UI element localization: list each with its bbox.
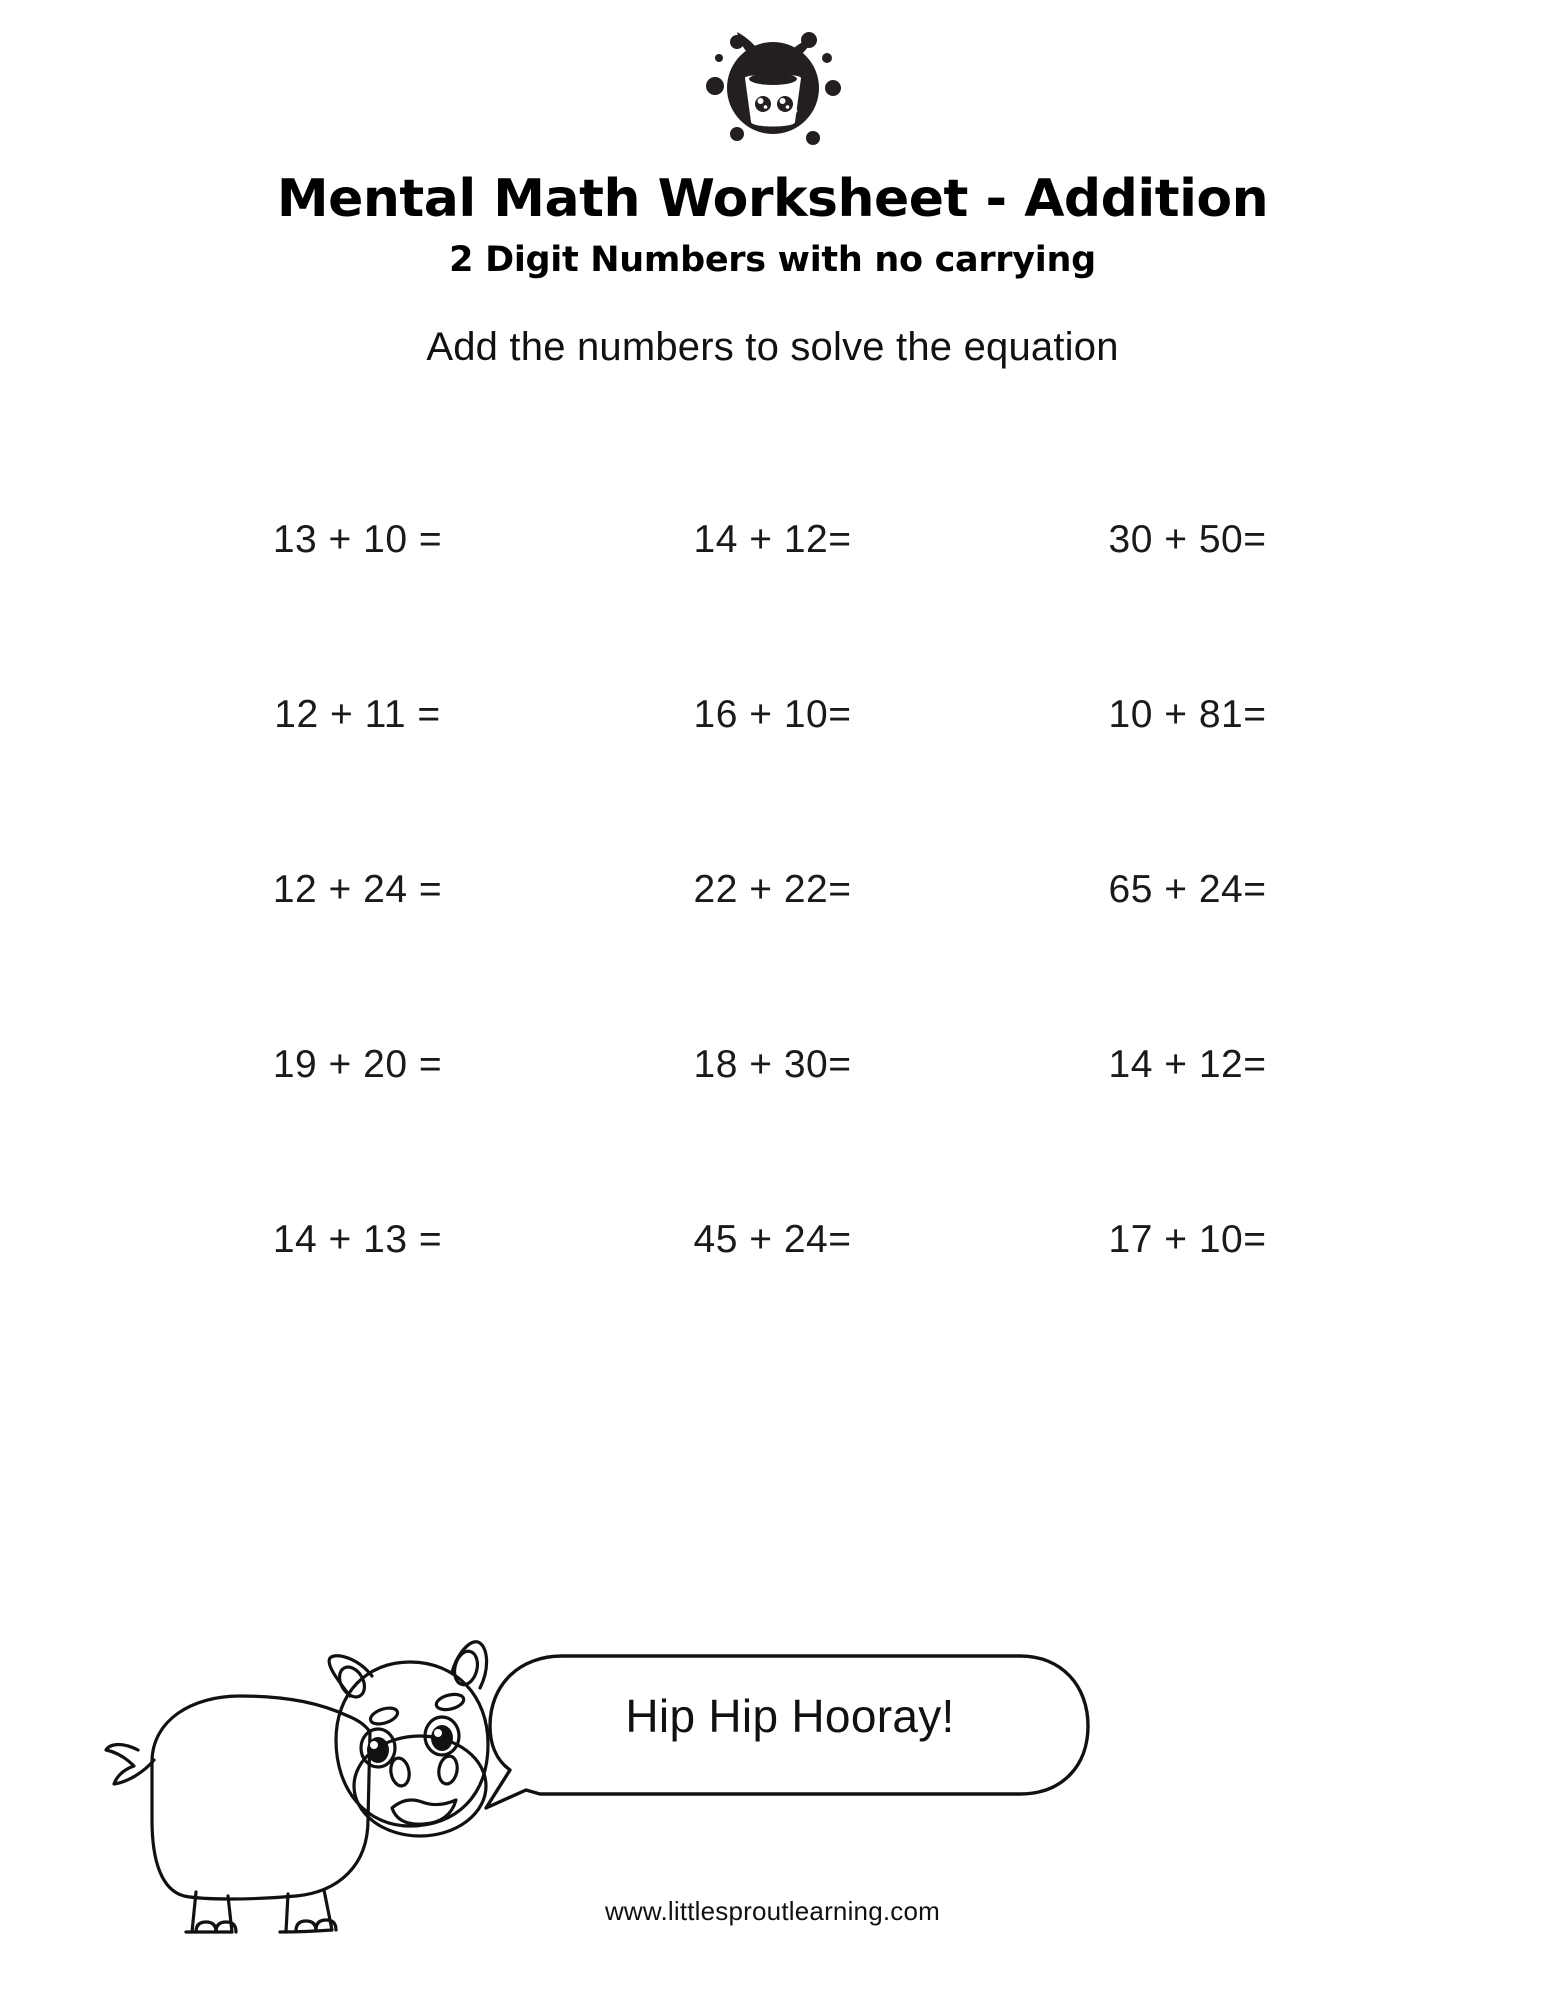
equations-grid <box>150 452 1395 1327</box>
equation-item[interactable]: 10 + 81= <box>1108 692 1267 736</box>
equation-item[interactable]: 13 + 10 = <box>272 517 443 561</box>
page-subtitle: 2 Digit Numbers with no carrying <box>449 239 1096 280</box>
speech-bubble-text: Hip Hip Hooray! <box>625 1690 955 1742</box>
brand-logo <box>0 16 1545 156</box>
table-row <box>150 802 1395 977</box>
equation-item[interactable]: 18 + 30= <box>693 1042 852 1086</box>
equation-item[interactable]: 65 + 24= <box>1108 867 1267 911</box>
site-url: www.littlesproutlearning.com <box>604 1896 941 1926</box>
table-row <box>150 452 1395 627</box>
hippo-mascot-icon <box>100 1600 520 1940</box>
footer-art <box>0 1600 1545 2000</box>
header-block <box>0 169 1545 280</box>
instruction-text: Add the numbers to solve the equation <box>426 325 1119 369</box>
page-title: Mental Math Worksheet - Addition <box>276 169 1269 229</box>
equation-item[interactable]: 12 + 24 = <box>272 867 443 911</box>
equation-item[interactable]: 22 + 22= <box>693 867 852 911</box>
equation-item[interactable]: 45 + 24= <box>693 1217 852 1261</box>
equation-item[interactable]: 14 + 12= <box>693 517 852 561</box>
table-row <box>150 1152 1395 1327</box>
table-row <box>150 977 1395 1152</box>
equation-item[interactable]: 12 + 11 = <box>274 692 441 736</box>
table-row <box>150 627 1395 802</box>
sprout-in-pot-logo-icon <box>693 16 853 156</box>
speech-bubble <box>480 1642 1100 1812</box>
equation-item[interactable]: 17 + 10= <box>1108 1217 1267 1261</box>
equation-item[interactable]: 19 + 20 = <box>272 1042 443 1086</box>
equation-item[interactable]: 14 + 13 = <box>272 1217 443 1261</box>
equation-item[interactable]: 16 + 10= <box>693 692 852 736</box>
equation-item[interactable]: 30 + 50= <box>1108 517 1267 561</box>
equation-item[interactable]: 14 + 12= <box>1108 1042 1267 1086</box>
